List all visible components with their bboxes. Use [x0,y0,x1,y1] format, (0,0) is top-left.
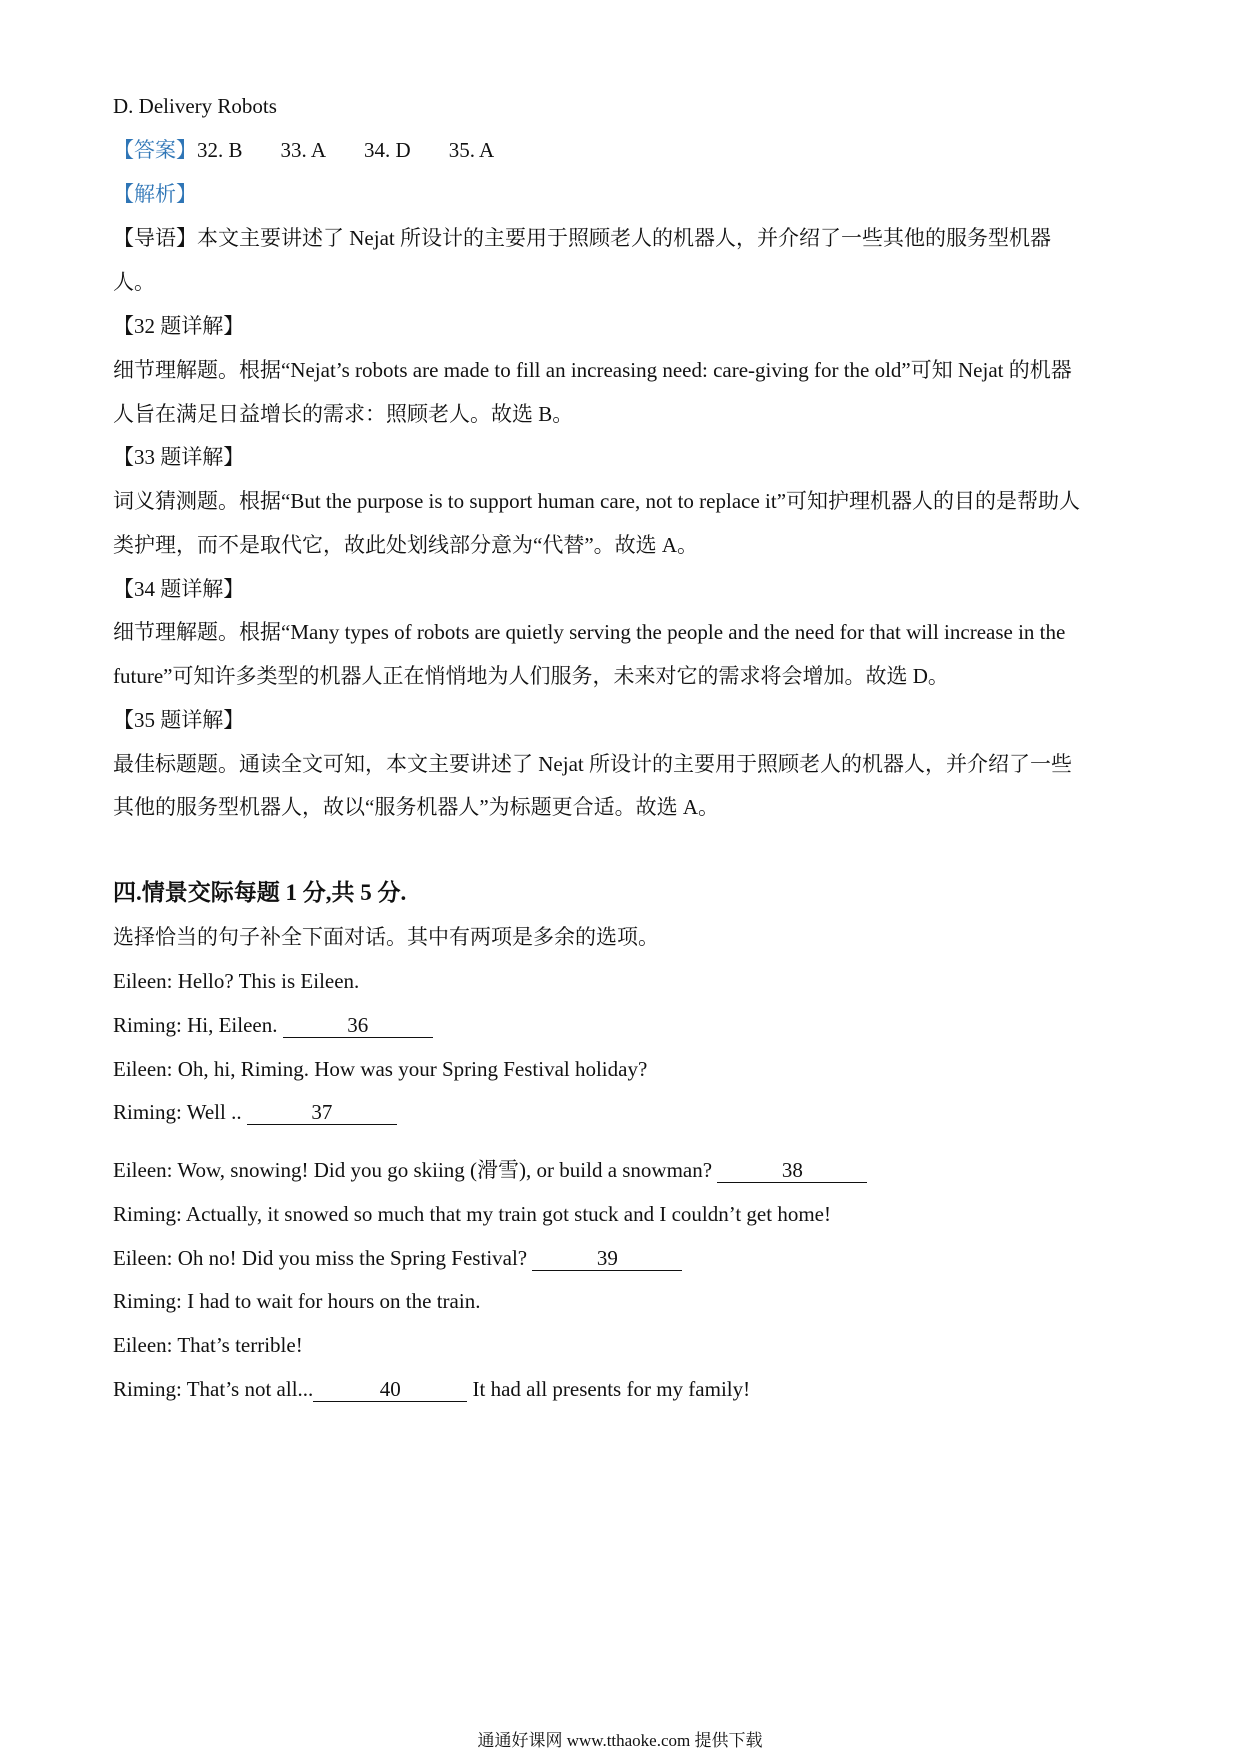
q33-heading: 【33 题详解】 [113,445,245,469]
dialogue-line [113,1156,1130,1184]
dialogue-line: Eileen: Oh, hi, Riming. How was your Spring Festival holiday? [113,1057,648,1081]
q32-heading: 【32 题详解】 [113,314,245,338]
section-instruction: 选择恰当的句子补全下面对话。其中有两项是多余的选项。 [113,925,659,949]
dialogue-text: Eileen: Wow, snowing! Did you go skiing (滑雪), or build a snowman? [113,1158,718,1182]
q35-heading: 【35 题详解】 [113,708,245,732]
answer-item: 35. A [448,138,495,162]
dialogue-line [113,1098,1130,1126]
answer-item: 34. D [364,138,411,162]
dialogue-text: Eileen: Oh no! Did you miss the Spring Festival? [113,1246,533,1270]
answer-item: 32. B [197,138,243,162]
dialogue-line [113,1244,1130,1272]
q35-line-2: 其他的服务型机器人，故以“服务机器人”为标题更合适。故选 A。 [113,795,720,819]
intro-line-1: 【导语】本文主要讲述了 Nejat 所设计的主要用于照顾老人的机器人，并介绍了一些其他的服务型机器 [113,226,1051,250]
dialogue-text: It had all presents for my family! [467,1377,751,1401]
option-d: D. Delivery Robots [113,94,277,118]
dialogue-line [113,1375,1130,1403]
answer-blank-36[interactable]: 36 [283,1013,433,1038]
q35-line-1: 最佳标题题。通读全文可知，本文主要讲述了 Nejat 所设计的主要用于照顾老人的机器人，并介绍了一些 [113,752,1072,776]
q32-line-1: 细节理解题。根据“Nejat’s robots are made to fill an increasing need: care-giving for the old”可知 Nejat 的机器 [113,358,1072,382]
answer-label: 【答案】 [113,138,197,162]
dialogue-line: Riming: Actually, it snowed so much that my train got stuck and I couldn’t get home! [113,1202,831,1226]
dialogue-text: Riming: Hi, Eileen. [113,1013,283,1037]
q32-line-2: 人旨在满足日益增长的需求：照顾老人。故选 B。 [113,402,574,426]
q33-line-2: 类护理，而不是取代它，故此处划线部分意为“代替”。故选 A。 [113,533,699,557]
page-footer: 通通好课网 www.tthaoke.com 提供下载 [477,1731,763,1750]
q34-line-2: future”可知许多类型的机器人正在悄悄地为人们服务，未来对它的需求将会增加。故选 D。 [113,664,949,688]
answer-blank-40[interactable]: 40 [313,1377,467,1402]
answer-line [113,136,1130,164]
answer-blank-38[interactable]: 38 [717,1158,867,1183]
dialogue-text: Riming: That’s not all... [113,1377,314,1401]
dialogue-line [113,1011,1130,1039]
dialogue-text: Riming: Well .. [113,1100,247,1124]
answer-blank-39[interactable]: 39 [532,1246,682,1271]
dialogue-line: Eileen: That’s terrible! [113,1333,303,1357]
intro-line-2: 人。 [113,270,155,294]
q34-heading: 【34 题详解】 [113,577,245,601]
answer-blank-37[interactable]: 37 [247,1100,397,1125]
dialogue-line: Eileen: Hello? This is Eileen. [113,969,360,993]
section-title: 四.情景交际每题 1 分,共 5 分. [113,880,407,905]
q33-line-1: 词义猜测题。根据“But the purpose is to support human care, not to replace it”可知护理机器人的目的是帮助人 [113,489,1081,513]
q34-line-1: 细节理解题。根据“Many types of robots are quietly serving the people and the need for that will increase in the [113,620,1066,644]
dialogue-line: Riming: I had to wait for hours on the train. [113,1289,481,1313]
answer-item: 33. A [280,138,327,162]
analysis-label: 【解析】 [113,182,197,206]
